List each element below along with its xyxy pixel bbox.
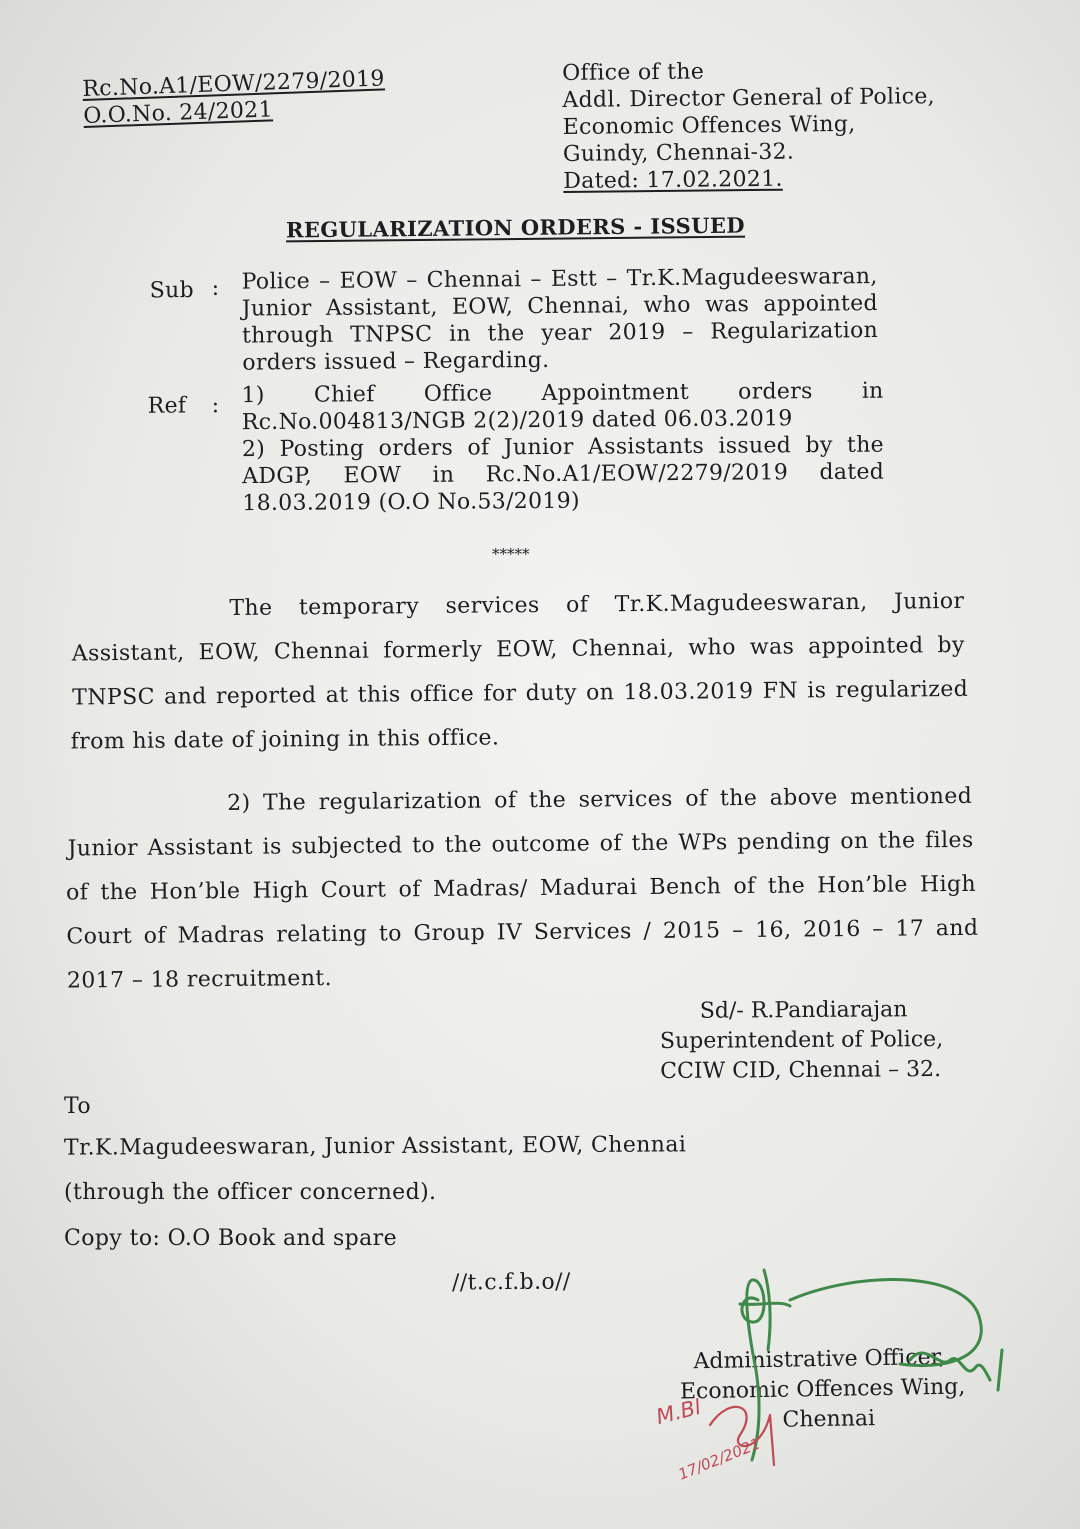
para-line: 2017 – 18 recruitment. <box>66 966 333 994</box>
attestation-line: Chennai <box>782 1406 876 1433</box>
subject-section <box>0 257 1080 386</box>
para-line: Court of Madras relating to Group IV Services / 2015 – 16, 2016 – 17 and <box>66 915 979 950</box>
to-line: Tr.K.Magudeeswaran, Junior Assistant, EOW, Chennai <box>63 1132 687 1161</box>
subject-line: Police – EOW – Chennai – Estt – Tr.K.Magudeeswaran, <box>241 264 878 295</box>
ref-line: ADGP, EOW in Rc.No.A1/EOW/2279/2019 dated <box>242 459 885 490</box>
subject-line: Junior Assistant, EOW, Chennai, who was appointed <box>241 291 878 322</box>
to-label: To <box>64 1094 92 1119</box>
ref-line: Rc.No.004813/NGB 2(2)/2019 dated 06.03.2019 <box>241 406 793 436</box>
handwritten-date: 17/02/2021 <box>675 1434 763 1484</box>
paragraph-1 <box>0 580 1080 760</box>
to-line: (through the officer concerned). <box>64 1180 437 1205</box>
reference-number-block <box>82 65 386 130</box>
para-line: TNPSC and reported at this office for duty on 18.03.2019 FN is regularized <box>72 676 969 711</box>
signature-office: CCIW CID, Chennai – 32. <box>660 1057 942 1084</box>
tcfbo-mark: //t.c.f.b.o// <box>451 1269 571 1296</box>
handwritten-scribble-icon <box>700 1395 790 1475</box>
office-line: Office of the <box>562 59 705 86</box>
reference-section <box>0 374 1080 532</box>
subject-colon: : <box>211 275 220 301</box>
subject-label: Sub <box>149 278 195 304</box>
para-line: 2) The regularization of the services of the above mentioned <box>227 783 973 816</box>
attestation-line: Economic Offences Wing, <box>679 1374 966 1405</box>
ref-colon: : <box>211 393 220 419</box>
ref-line: 1) Chief Office Appointment orders in <box>241 378 884 409</box>
handwritten-initials: M.Bl <box>653 1394 704 1430</box>
office-line: Addl. Director General of Police, <box>562 84 936 113</box>
rc-number: Rc.No.A1/EOW/2279/2019 <box>82 66 386 102</box>
reference-text <box>241 378 884 517</box>
attestation-line: Administrative Officer, <box>693 1344 946 1375</box>
to-line: Copy to: O.O Book and spare <box>64 1226 398 1251</box>
ref-line: 18.03.2019 (O.O No.53/2019) <box>242 488 580 517</box>
oo-number: O.O.No. 24/2021 <box>82 97 274 129</box>
paragraph-2 <box>0 775 1080 995</box>
para-line: The temporary services of Tr.K.Magudeeswaran, Junior <box>229 588 965 621</box>
subject-line: orders issued – Regarding. <box>242 347 550 376</box>
signature-block <box>660 995 944 1087</box>
subject-text <box>242 263 879 377</box>
office-line: Economic Offences Wing, <box>562 111 856 140</box>
signature-designation: Superintendent of Police, <box>659 1027 944 1054</box>
ref-label: Ref <box>147 393 187 419</box>
para-line: from his date of joining in this office. <box>70 725 500 755</box>
para-line: Junior Assistant is subjected to the outcome of the WPs pending on the files <box>67 827 974 862</box>
para-line: of the Hon’ble High Court of Madras/ Madurai Bench of the Hon’ble High <box>65 871 977 906</box>
separator-stars: ***** <box>492 545 530 563</box>
office-address <box>562 56 936 195</box>
office-line: Guindy, Chennai-32. <box>562 139 795 167</box>
signature-name: Sd/- R.Pandiarajan <box>699 997 908 1024</box>
document-title: REGULARIZATION ORDERS - ISSUED <box>285 212 746 243</box>
dated-line: Dated: 17.02.2021. <box>563 166 783 194</box>
para-line: Assistant, EOW, Chennai formerly EOW, Chennai, who was appointed by <box>71 632 965 667</box>
ref-line: 2) Posting orders of Junior Assistants issued by the <box>241 432 885 463</box>
subject-line: through TNPSC in the year 2019 – Regularization <box>242 318 879 349</box>
